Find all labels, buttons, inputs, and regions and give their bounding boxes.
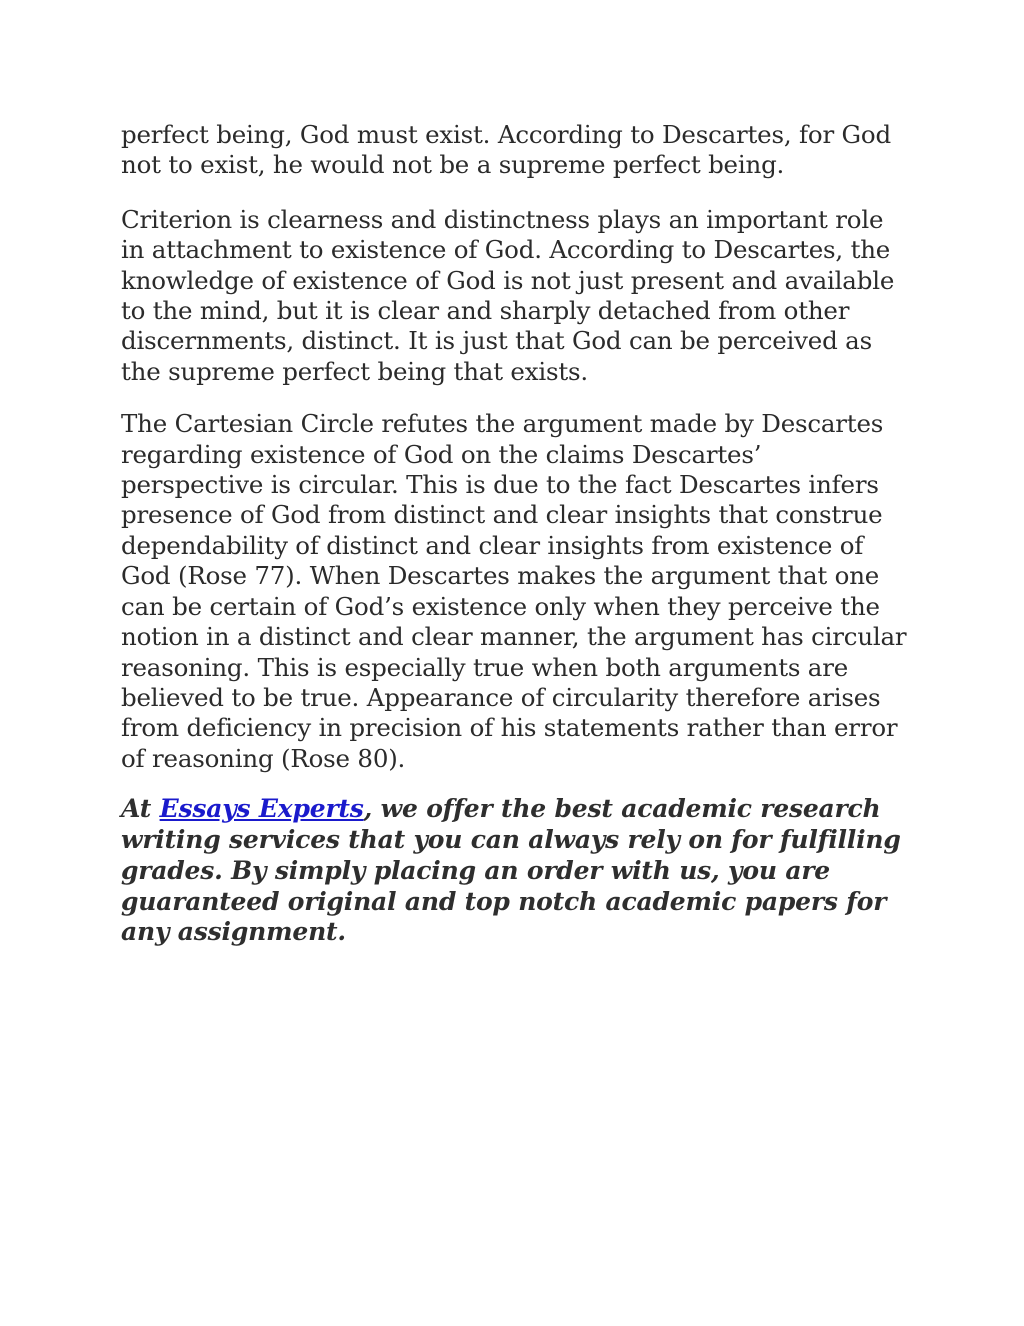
promo-suffix: , we offer the best academic research writing services that you can always rely on for fulfilling grades. By simply placing an order with us, you are guaranteed original and top notch academic papers for any assignment.: [121, 794, 901, 947]
essays-experts-link[interactable]: Essays Experts: [159, 794, 364, 824]
paragraph-3: The Cartesian Circle refutes the argument made by Descartes regarding existence of God on the claims Descartes’ perspective is circular. This is due to the fact Descartes infers presence of God from distinct and clear insights that construe dependability of distinct and clear insights from existence of God (Rose 77). When Descartes makes the argument that one can be certain of God’s existence only when they perceive the notion in a distinct and clear manner, the argument has circular reasoning. This is especially true when both arguments are believed to be true. Appearance of circularity therefore arises from deficiency in precision of his statements rather than error of reasoning (Rose 80).: [121, 409, 907, 773]
promo-paragraph: [121, 794, 911, 948]
promo-prefix: At: [121, 794, 160, 824]
document-body: [121, 120, 911, 948]
paragraph-2: Criterion is clearness and distinctness plays an important role in attachment to existence of God. According to Descartes, the knowledge of existence of God is not just present and available to the mind, but it is clear and sharply detached from other discernments, distinct. It is just that God can be perceived as the supreme perfect being that exists.: [121, 204, 895, 386]
paragraph-1: perfect being, God must exist. According to Descartes, for God not to exist, he would not be a supreme perfect being.: [121, 120, 891, 180]
